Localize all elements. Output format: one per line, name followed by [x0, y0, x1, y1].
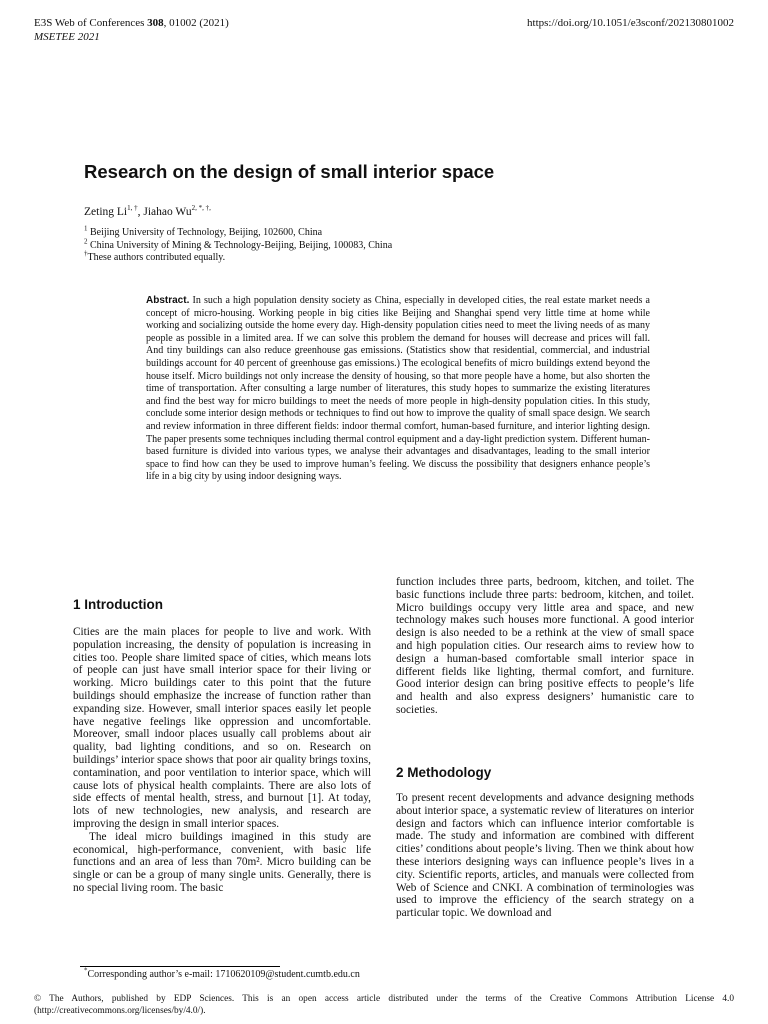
doi-link[interactable]: https://doi.org/10.1051/e3sconf/202130801002 [527, 17, 734, 29]
author-affiliation-mark: 2, *, †, [191, 204, 211, 213]
affiliation-line: †These authors contributed equally. [84, 249, 226, 263]
volume-number: 308 [147, 17, 164, 29]
affiliation-list [84, 224, 393, 265]
author-affiliation-mark: 1, † [127, 204, 138, 213]
body-paragraph: function includes three parts, bedroom, kitchen, and toilet. The basic functions include three parts: bedroom, kitchen, and toilet. Micro buildings occupy very little area and space, and new technology makes such houses more functional. A good interior design is also needed to be a rethink at the view of small space and high population cities. Our research aims to review how to design a human-based comfortable small interior space in different fields like lighting, thermal comfort, and furniture. Good interior design can bring positive effects to people’s life and health and also express designers’ humanistic care to societies. [396, 576, 694, 716]
author-name: Zeting Li [84, 206, 128, 218]
section-heading-introduction: 1 Introduction [73, 597, 163, 612]
journal-citation: E3S Web of Conferences 308, 01002 (2021) [34, 17, 229, 29]
right-column-top [396, 576, 694, 717]
license-notice: © The Authors, published by EDP Sciences. This is an open access article distributed under the terms of the Creative Commons Attribution License 4.0 (http://creativecommons.org/licenses/by/4.0/). [34, 994, 734, 1016]
author-list: Zeting $Li^{1, \dagger}$, Jiahao $Wu^{2, *, \dagger,}$ [84, 204, 211, 218]
running-header-left [34, 16, 229, 44]
left-column [73, 626, 371, 895]
body-paragraph: The ideal micro buildings imagined in this study are economical, high-performance, convenient, with basic life functions and an area of less than 70m². Micro building can be single or can be a group of many single units. Generally, there is no special living room. The basic [73, 830, 371, 894]
footnote-divider [80, 966, 280, 967]
abstract [146, 295, 650, 484]
body-paragraph: To present recent developments and advance designing methods about interior space, a systematic review of literatures on interior design and factors which can influence interior comfortable is made. The study and information are combined with different cities’ conditions about people’s living. Then we think about how these interiors designing ways can influence people’s lives in a city. Scientific reports, articles, and manuals were collected from Web of Science and CNKI. A combination of terminologies was used to improve the efficiency of the search strategy on a particular topic. We download and [396, 792, 694, 920]
paper-title: Research on the design of small interior space [84, 161, 495, 182]
right-column-bottom [396, 792, 694, 920]
author-name: Jiahao Wu [143, 206, 192, 218]
abstract-text: In such a high population density society as China, especially in developed cities, the real estate market needs a concept of micro-housing. Working people in big cities like Beijing and Shanghai spend very little time at home while working and socializing outside the home every day. High-density population cities need to meet the living needs of as many people as possible in a limited area. If we can solve this problem the demand for houses will decrease and prices will fall. And tiny buildings can also reduce greenhouse gas emissions. (Statistics show that residential, commercial, and industrial buildings account for 40 percent of greenhouse gas emissions.) The ecological benefits of micro buildings extend beyond the house itself. Micro buildings not only increase the density of housing, so that more people have a home, but also shorten the time of transportation. After consulting a large number of literatures, this study hopes to summarize the existing literatures and find the best way for micro buildings to meet the needs of more people in high-density population cities. In this study, conclude some interior design methods or techniques to find out how to improve the quality of small space design. We search and review information in three different fields: indoor thermal comfort, human-based furniture, and interior lighting design. The paper presents some techniques including thermal control equipment and a day-light prediction system. Different human-based furniture is divided into various types, we analyse their advantages and disadvantages, leading to the small interior space to find how can they be used to improve human’s feeling. We discuss the possibility that designers enhance people’s life in a big city by using indoor designing ways. [146, 295, 650, 483]
affiliation-line: $^2$ China University of Mining & Technology-Beijing, Beijing, 100083, China [84, 237, 393, 251]
affiliation-line: $^1$ Beijing University of Technology, Beijing, 102600, China [84, 224, 323, 238]
body-paragraph: Cities are the main places for people to live and work. With population increasing, the density of population is increasing in cities too. People share limited space of cities, which means lots of people can just have small interior space for their living or working. Micro buildings cater to this point that the future buildings should emphasize the increase of function rather than expanding size. However, small interior spaces easily let people have negative feelings like oppression and uncomfortable. Moreover, small indoor places usually call problems about air quality, bad lighting conditions, and so on. Research on buildings’ interior space shows that poor air quality brings toxins, contamination, and poor ventilation to interior space, which will cause lots of physical health complaints. There are also lots of side effects of mental health, stress, and burnout [1]. At today, lots of new technologies, new analysis, and research are improving the design in small interior spaces. [73, 626, 371, 830]
abstract-label: Abstract. [146, 295, 190, 306]
corresponding-author-footnote: *Corresponding author’s e-mail: 1710620109@student.cumtb.edu.cn [84, 966, 360, 980]
conference-name: MSETEE 2021 [34, 31, 100, 43]
section-heading-methodology: 2 Methodology [396, 765, 492, 780]
